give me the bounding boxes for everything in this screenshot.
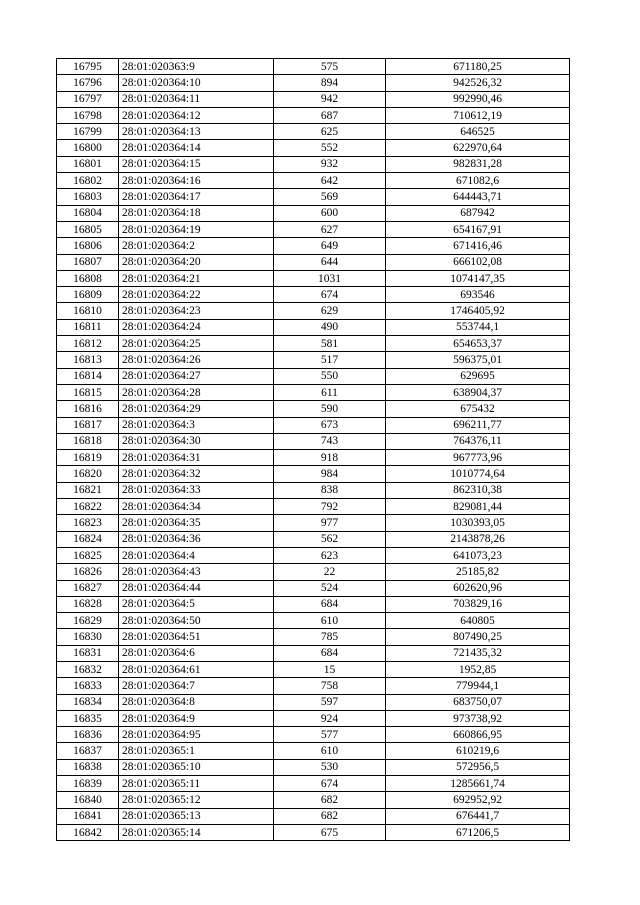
cadastral-value-cell: 610219,6 — [386, 743, 570, 759]
cadastral-value-cell: 973738,92 — [386, 710, 570, 726]
table-row — [57, 564, 570, 580]
cadastral-number-cell: 28:01:020365:13 — [119, 808, 274, 824]
table-row — [57, 547, 570, 563]
area-cell: 610 — [274, 613, 386, 629]
cadastral-number-cell: 28:01:020364:3 — [119, 417, 274, 433]
table-row — [57, 205, 570, 221]
row-number-cell: 16821 — [57, 482, 119, 498]
cadastral-number-cell: 28:01:020364:30 — [119, 433, 274, 449]
cadastral-value-cell: 942526,32 — [386, 75, 570, 91]
cadastral-number-cell: 28:01:020364:18 — [119, 205, 274, 221]
table-row — [57, 59, 570, 75]
table-row — [57, 173, 570, 189]
table-row — [57, 727, 570, 743]
cadastral-number-cell: 28:01:020364:20 — [119, 254, 274, 270]
table-row — [57, 124, 570, 140]
table-row — [57, 156, 570, 172]
cadastral-number-cell: 28:01:020364:29 — [119, 401, 274, 417]
cadastral-number-cell: 28:01:020364:51 — [119, 629, 274, 645]
cadastral-value-cell: 967773,96 — [386, 450, 570, 466]
row-number-cell: 16796 — [57, 75, 119, 91]
table-row — [57, 221, 570, 237]
table-row — [57, 482, 570, 498]
row-number-cell: 16828 — [57, 596, 119, 612]
area-cell: 942 — [274, 91, 386, 107]
row-number-cell: 16797 — [57, 91, 119, 107]
table-row — [57, 75, 570, 91]
row-number-cell: 16829 — [57, 613, 119, 629]
cadastral-number-cell: 28:01:020364:61 — [119, 661, 274, 677]
cadastral-number-cell: 28:01:020364:50 — [119, 613, 274, 629]
area-cell: 932 — [274, 156, 386, 172]
row-number-cell: 16804 — [57, 205, 119, 221]
cadastral-value-cell: 671180,25 — [386, 59, 570, 75]
table-row — [57, 776, 570, 792]
area-cell: 490 — [274, 319, 386, 335]
cadastral-value-cell: 1010774,64 — [386, 466, 570, 482]
cadastral-value-cell: 654653,37 — [386, 336, 570, 352]
row-number-cell: 16812 — [57, 336, 119, 352]
table-row — [57, 368, 570, 384]
cadastral-value-cell: 671416,46 — [386, 238, 570, 254]
area-cell: 22 — [274, 564, 386, 580]
cadastral-number-cell: 28:01:020364:11 — [119, 91, 274, 107]
table-row — [57, 824, 570, 840]
table-row — [57, 499, 570, 515]
area-cell: 524 — [274, 580, 386, 596]
table-body — [57, 59, 570, 841]
cadastral-value-cell: 596375,01 — [386, 352, 570, 368]
row-number-cell: 16810 — [57, 303, 119, 319]
table-row — [57, 743, 570, 759]
table-row — [57, 661, 570, 677]
area-cell: 577 — [274, 727, 386, 743]
area-cell: 569 — [274, 189, 386, 205]
cadastral-number-cell: 28:01:020364:43 — [119, 564, 274, 580]
table-row — [57, 189, 570, 205]
row-number-cell: 16840 — [57, 792, 119, 808]
row-number-cell: 16835 — [57, 710, 119, 726]
table-row — [57, 613, 570, 629]
cadastral-number-cell: 28:01:020364:33 — [119, 482, 274, 498]
table-row — [57, 91, 570, 107]
cadastral-value-cell: 764376,11 — [386, 433, 570, 449]
table-row — [57, 336, 570, 352]
cadastral-number-cell: 28:01:020364:12 — [119, 107, 274, 123]
row-number-cell: 16826 — [57, 564, 119, 580]
table-row — [57, 629, 570, 645]
cadastral-number-cell: 28:01:020364:4 — [119, 547, 274, 563]
table-row — [57, 694, 570, 710]
table-row — [57, 645, 570, 661]
cadastral-number-cell: 28:01:020364:15 — [119, 156, 274, 172]
row-number-cell: 16842 — [57, 824, 119, 840]
cadastral-number-cell: 28:01:020364:9 — [119, 710, 274, 726]
cadastral-value-cell: 1952,85 — [386, 661, 570, 677]
area-cell: 627 — [274, 221, 386, 237]
row-number-cell: 16831 — [57, 645, 119, 661]
row-number-cell: 16814 — [57, 368, 119, 384]
cadastral-number-cell: 28:01:020365:1 — [119, 743, 274, 759]
cadastral-value-cell: 1030393,05 — [386, 515, 570, 531]
table-row — [57, 515, 570, 531]
table-row — [57, 678, 570, 694]
row-number-cell: 16809 — [57, 287, 119, 303]
cadastral-value-cell: 2143878,26 — [386, 531, 570, 547]
row-number-cell: 16833 — [57, 678, 119, 694]
cadastral-number-cell: 28:01:020364:10 — [119, 75, 274, 91]
cadastral-value-cell: 671082,6 — [386, 173, 570, 189]
cadastral-value-cell: 640805 — [386, 613, 570, 629]
table-row — [57, 759, 570, 775]
cadastral-number-cell: 28:01:020364:13 — [119, 124, 274, 140]
area-cell: 674 — [274, 776, 386, 792]
area-cell: 562 — [274, 531, 386, 547]
area-cell: 792 — [274, 499, 386, 515]
row-number-cell: 16838 — [57, 759, 119, 775]
row-number-cell: 16839 — [57, 776, 119, 792]
row-number-cell: 16834 — [57, 694, 119, 710]
row-number-cell: 16798 — [57, 107, 119, 123]
row-number-cell: 16841 — [57, 808, 119, 824]
row-number-cell: 16799 — [57, 124, 119, 140]
area-cell: 625 — [274, 124, 386, 140]
cadastral-value-cell: 696211,77 — [386, 417, 570, 433]
area-cell: 674 — [274, 287, 386, 303]
row-number-cell: 16813 — [57, 352, 119, 368]
row-number-cell: 16823 — [57, 515, 119, 531]
cadastral-value-cell: 622970,64 — [386, 140, 570, 156]
cadastral-value-cell: 572956,5 — [386, 759, 570, 775]
area-cell: 743 — [274, 433, 386, 449]
cadastral-number-cell: 28:01:020364:36 — [119, 531, 274, 547]
area-cell: 597 — [274, 694, 386, 710]
row-number-cell: 16800 — [57, 140, 119, 156]
row-number-cell: 16802 — [57, 173, 119, 189]
table-row — [57, 287, 570, 303]
area-cell: 600 — [274, 205, 386, 221]
table-row — [57, 710, 570, 726]
area-cell: 629 — [274, 303, 386, 319]
area-cell: 642 — [274, 173, 386, 189]
row-number-cell: 16806 — [57, 238, 119, 254]
area-cell: 984 — [274, 466, 386, 482]
cadastral-number-cell: 28:01:020364:2 — [119, 238, 274, 254]
cadastral-value-cell: 693546 — [386, 287, 570, 303]
area-cell: 977 — [274, 515, 386, 531]
cadastral-value-cell: 676441,7 — [386, 808, 570, 824]
cadastral-value-cell: 644443,71 — [386, 189, 570, 205]
area-cell: 894 — [274, 75, 386, 91]
area-cell: 785 — [274, 629, 386, 645]
row-number-cell: 16801 — [57, 156, 119, 172]
row-number-cell: 16819 — [57, 450, 119, 466]
cadastral-value-cell: 641073,23 — [386, 547, 570, 563]
cadastral-value-cell: 629695 — [386, 368, 570, 384]
row-number-cell: 16803 — [57, 189, 119, 205]
area-cell: 550 — [274, 368, 386, 384]
row-number-cell: 16808 — [57, 270, 119, 286]
cadastral-value-cell: 982831,28 — [386, 156, 570, 172]
table-row — [57, 433, 570, 449]
table-row — [57, 596, 570, 612]
row-number-cell: 16824 — [57, 531, 119, 547]
row-number-cell: 16832 — [57, 661, 119, 677]
cadastral-value-cell: 666102,08 — [386, 254, 570, 270]
cadastral-value-cell: 1746405,92 — [386, 303, 570, 319]
cadastral-number-cell: 28:01:020364:22 — [119, 287, 274, 303]
area-cell: 687 — [274, 107, 386, 123]
row-number-cell: 16820 — [57, 466, 119, 482]
row-number-cell: 16807 — [57, 254, 119, 270]
row-number-cell: 16837 — [57, 743, 119, 759]
row-number-cell: 16822 — [57, 499, 119, 515]
area-cell: 611 — [274, 384, 386, 400]
row-number-cell: 16805 — [57, 221, 119, 237]
row-number-cell: 16817 — [57, 417, 119, 433]
row-number-cell: 16836 — [57, 727, 119, 743]
area-cell: 918 — [274, 450, 386, 466]
cadastral-value-cell: 710612,19 — [386, 107, 570, 123]
area-cell: 517 — [274, 352, 386, 368]
cadastral-number-cell: 28:01:020364:5 — [119, 596, 274, 612]
cadastral-number-cell: 28:01:020364:44 — [119, 580, 274, 596]
cadastral-value-cell: 602620,96 — [386, 580, 570, 596]
cadastral-value-cell: 721435,32 — [386, 645, 570, 661]
cadastral-number-cell: 28:01:020364:34 — [119, 499, 274, 515]
area-cell: 684 — [274, 645, 386, 661]
cadastral-number-cell: 28:01:020364:35 — [119, 515, 274, 531]
cadastral-value-cell: 862310,38 — [386, 482, 570, 498]
area-cell: 15 — [274, 661, 386, 677]
row-number-cell: 16830 — [57, 629, 119, 645]
area-cell: 649 — [274, 238, 386, 254]
area-cell: 675 — [274, 824, 386, 840]
area-cell: 610 — [274, 743, 386, 759]
cadastral-number-cell: 28:01:020364:7 — [119, 678, 274, 694]
row-number-cell: 16811 — [57, 319, 119, 335]
table-row — [57, 417, 570, 433]
cadastral-number-cell: 28:01:020364:26 — [119, 352, 274, 368]
cadastral-value-cell: 683750,07 — [386, 694, 570, 710]
row-number-cell: 16818 — [57, 433, 119, 449]
cadastral-number-cell: 28:01:020364:21 — [119, 270, 274, 286]
table-row — [57, 107, 570, 123]
cadastral-value-cell: 660866,95 — [386, 727, 570, 743]
cadastral-number-cell: 28:01:020364:23 — [119, 303, 274, 319]
cadastral-number-cell: 28:01:020364:8 — [119, 694, 274, 710]
cadastral-value-cell: 646525 — [386, 124, 570, 140]
cadastral-number-cell: 28:01:020365:14 — [119, 824, 274, 840]
cadastral-value-cell: 687942 — [386, 205, 570, 221]
cadastral-number-cell: 28:01:020364:95 — [119, 727, 274, 743]
cadastral-number-cell: 28:01:020364:31 — [119, 450, 274, 466]
table-row — [57, 238, 570, 254]
cadastral-number-cell: 28:01:020364:17 — [119, 189, 274, 205]
cadastral-value-cell: 671206,5 — [386, 824, 570, 840]
table-row — [57, 140, 570, 156]
cadastral-value-cell: 829081,44 — [386, 499, 570, 515]
cadastral-value-cell: 692952,92 — [386, 792, 570, 808]
cadastral-number-cell: 28:01:020364:27 — [119, 368, 274, 384]
cadastral-number-cell: 28:01:020365:12 — [119, 792, 274, 808]
area-cell: 684 — [274, 596, 386, 612]
cadastral-value-cell: 703829,16 — [386, 596, 570, 612]
cadastral-value-cell: 1074147,35 — [386, 270, 570, 286]
cadastral-number-cell: 28:01:020363:9 — [119, 59, 274, 75]
area-cell: 581 — [274, 336, 386, 352]
row-number-cell: 16816 — [57, 401, 119, 417]
row-number-cell: 16815 — [57, 384, 119, 400]
table-row — [57, 319, 570, 335]
area-cell: 924 — [274, 710, 386, 726]
cadastral-value-cell: 638904,37 — [386, 384, 570, 400]
cadastral-value-cell: 807490,25 — [386, 629, 570, 645]
cadastral-value-cell: 992990,46 — [386, 91, 570, 107]
cadastral-number-cell: 28:01:020364:25 — [119, 336, 274, 352]
cadastral-number-cell: 28:01:020364:14 — [119, 140, 274, 156]
table-row — [57, 270, 570, 286]
cadastral-number-cell: 28:01:020364:32 — [119, 466, 274, 482]
cadastral-value-table — [56, 58, 570, 841]
row-number-cell: 16795 — [57, 59, 119, 75]
area-cell: 682 — [274, 808, 386, 824]
table-row — [57, 531, 570, 547]
table-row — [57, 450, 570, 466]
cadastral-number-cell: 28:01:020365:11 — [119, 776, 274, 792]
cadastral-value-cell: 1285661,74 — [386, 776, 570, 792]
table-row — [57, 384, 570, 400]
table-row — [57, 466, 570, 482]
cadastral-number-cell: 28:01:020364:24 — [119, 319, 274, 335]
area-cell: 673 — [274, 417, 386, 433]
cadastral-value-cell: 654167,91 — [386, 221, 570, 237]
area-cell: 575 — [274, 59, 386, 75]
area-cell: 530 — [274, 759, 386, 775]
area-cell: 623 — [274, 547, 386, 563]
area-cell: 682 — [274, 792, 386, 808]
cadastral-number-cell: 28:01:020364:16 — [119, 173, 274, 189]
cadastral-number-cell: 28:01:020365:10 — [119, 759, 274, 775]
area-cell: 838 — [274, 482, 386, 498]
cadastral-value-cell: 779944,1 — [386, 678, 570, 694]
cadastral-number-cell: 28:01:020364:6 — [119, 645, 274, 661]
table-row — [57, 792, 570, 808]
table-row — [57, 580, 570, 596]
area-cell: 644 — [274, 254, 386, 270]
table-row — [57, 254, 570, 270]
area-cell: 1031 — [274, 270, 386, 286]
cadastral-value-cell: 675432 — [386, 401, 570, 417]
row-number-cell: 16827 — [57, 580, 119, 596]
table-row — [57, 808, 570, 824]
cadastral-number-cell: 28:01:020364:19 — [119, 221, 274, 237]
table-row — [57, 401, 570, 417]
area-cell: 758 — [274, 678, 386, 694]
cadastral-value-cell: 553744,1 — [386, 319, 570, 335]
cadastral-number-cell: 28:01:020364:28 — [119, 384, 274, 400]
table-row — [57, 303, 570, 319]
cadastral-value-cell: 25185,82 — [386, 564, 570, 580]
row-number-cell: 16825 — [57, 547, 119, 563]
area-cell: 590 — [274, 401, 386, 417]
table-row — [57, 352, 570, 368]
area-cell: 552 — [274, 140, 386, 156]
